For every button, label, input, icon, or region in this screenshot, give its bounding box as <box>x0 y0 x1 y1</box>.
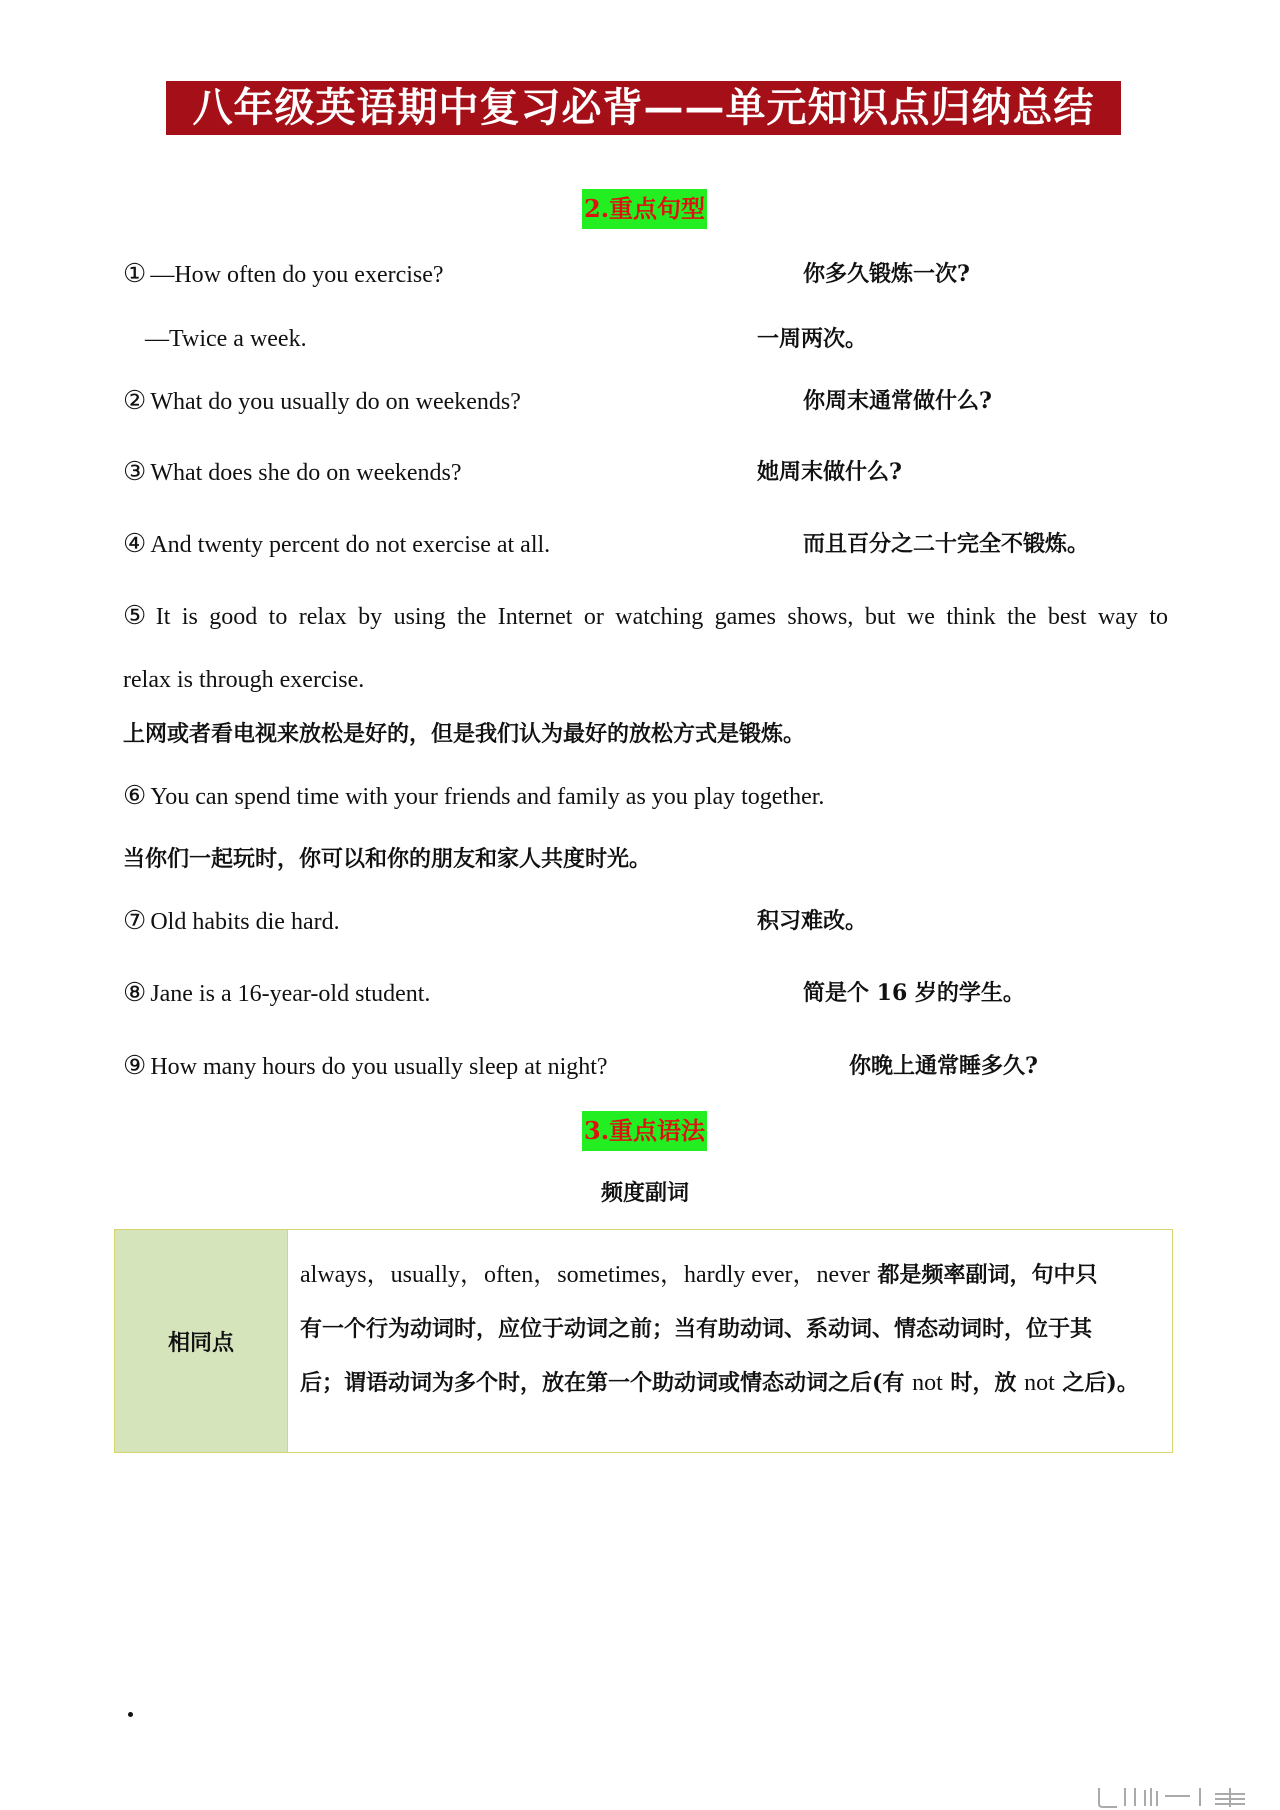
sentence-3-chinese: 她周末做什么? <box>757 459 902 485</box>
table-content-cell <box>288 1230 1172 1452</box>
grammar-table <box>114 1229 1173 1453</box>
sentence-5-english: ⑤ It is good to relax by using the Internet or watching games shows, but we think the best way to <box>123 601 1168 630</box>
section-heading-key-sentences: 2.重点句型 <box>582 189 707 229</box>
sentence-2-chinese: 你周末通常做什么? <box>803 388 992 414</box>
sentence-1-english: ① —How often do you exercise? <box>123 259 444 288</box>
sentence-9-chinese: 你晚上通常睡多久? <box>849 1053 1038 1079</box>
sentence-7-english: ⑦ Old habits die hard. <box>123 906 340 935</box>
page-title: 八年级英语期中复习必背——单元知识点归纳总结 <box>166 81 1121 135</box>
table-line-3: 后；谓语动词为多个时，放在第一个助动词或情态动词之后(有 not 时，放 not 之后)。 <box>300 1370 1139 1396</box>
sentence-6-chinese: 当你们一起玩时，你可以和你的朋友和家人共度时光。 <box>123 846 652 872</box>
table-line-1: always，usually，often，sometimes，hardly ever，never 都是频率副词，句中只 <box>300 1262 1098 1288</box>
sentence-8-english: ⑧ Jane is a 16-year-old student. <box>123 978 431 1007</box>
table-label-cell: 相同点 <box>115 1230 288 1452</box>
sentence-8-chinese: 简是个 16 岁的学生。 <box>803 980 1025 1006</box>
sentence-9-english: ⑨ How many hours do you usually sleep at night? <box>123 1051 608 1080</box>
sentence-1-chinese: 你多久锻炼一次? <box>803 261 970 287</box>
sentence-1-reply-english: —Twice a week. <box>145 326 307 352</box>
section-heading-key-grammar: 3.重点语法 <box>582 1111 707 1151</box>
sentence-5-chinese: 上网或者看电视来放松是好的，但是我们认为最好的放松方式是锻炼。 <box>123 721 806 747</box>
watermark-scribble-icon <box>1095 1786 1265 1808</box>
sentence-2-english: ② What do you usually do on weekends? <box>123 386 521 415</box>
sentence-4-english: ④ And twenty percent do not exercise at all. <box>123 529 551 558</box>
sentence-7-chinese: 积习难改。 <box>757 908 868 934</box>
table-line-2: 有一个行为动词时，应位于动词之前；当有助动词、系动词、情态动词时，位于其 <box>300 1316 1093 1342</box>
bullet-dot <box>128 1712 133 1717</box>
sentence-3-english: ③ What does she do on weekends? <box>123 457 462 486</box>
sentence-1-reply-chinese: 一周两次。 <box>757 326 868 352</box>
grammar-subheading: 频度副词 <box>600 1180 689 1206</box>
sentence-5-english-continued: relax is through exercise. <box>123 667 365 693</box>
sentence-4-chinese: 而且百分之二十完全不锻炼。 <box>803 531 1090 557</box>
sentence-6-english: ⑥ You can spend time with your friends and family as you play together. <box>123 781 825 810</box>
